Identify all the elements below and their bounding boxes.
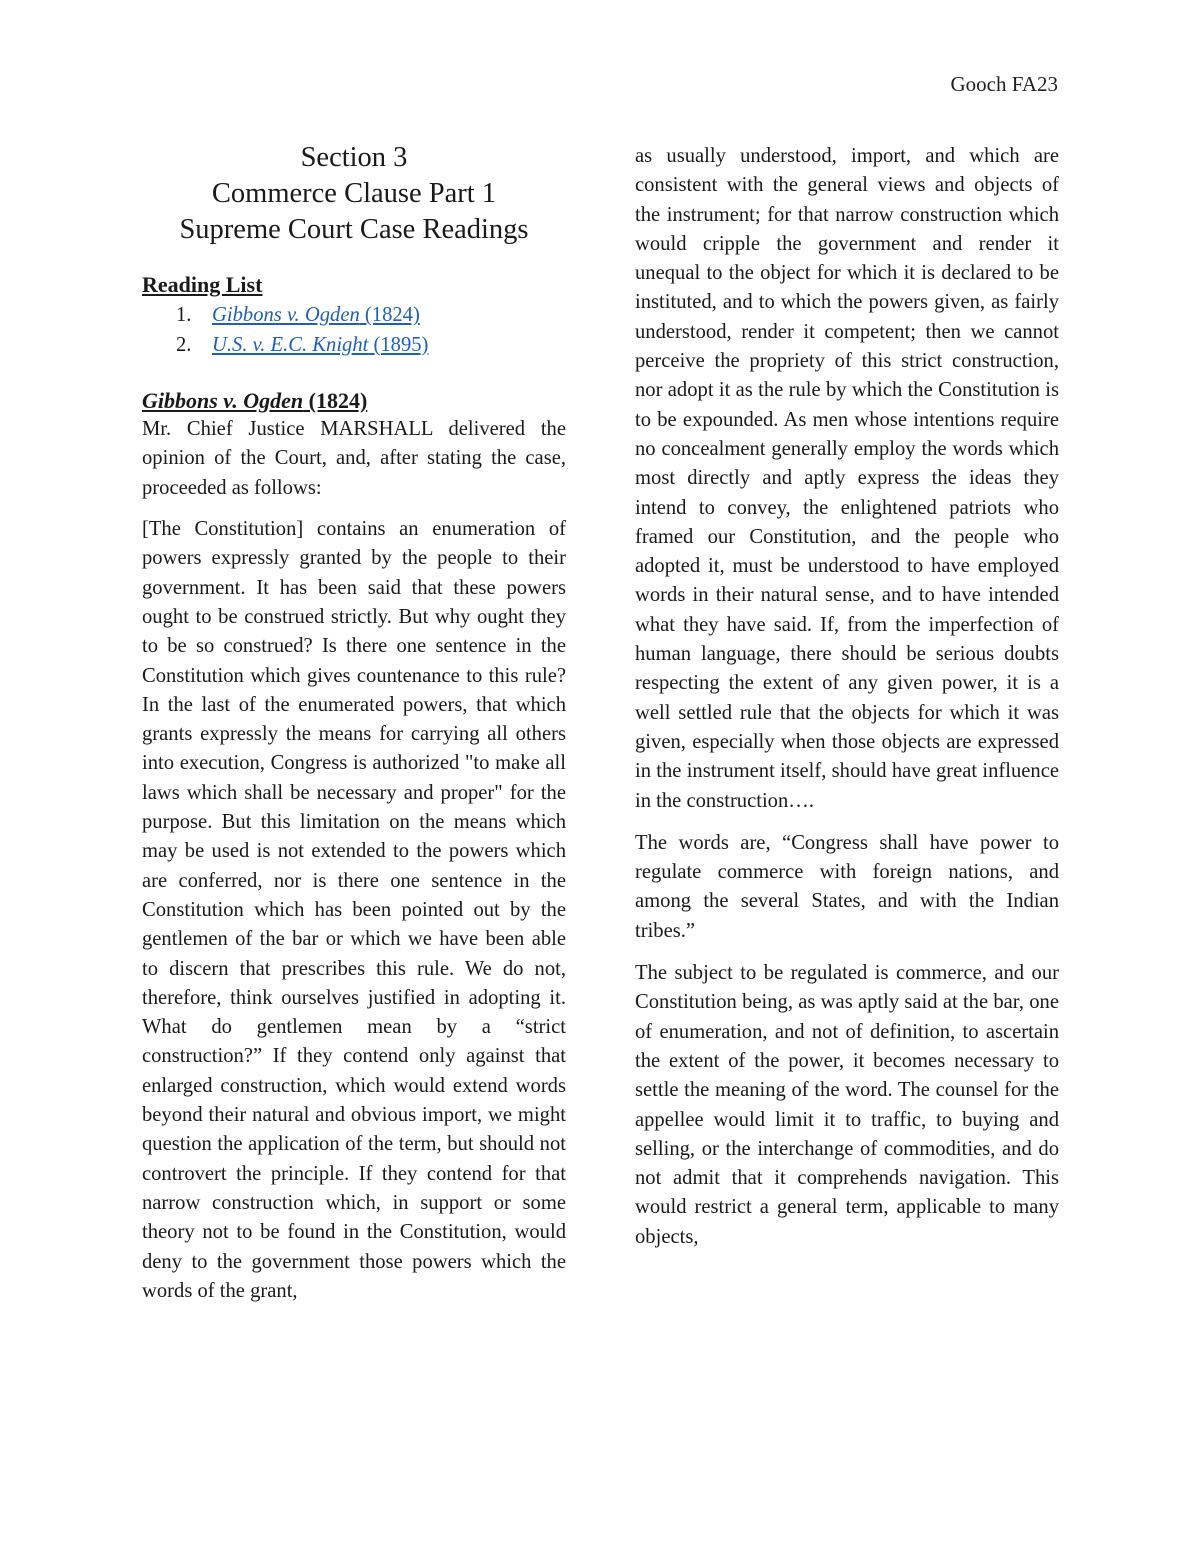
list-number: 2. [176,333,192,356]
opinion-paragraph-3: The subject to be regulated is commerce, and our Constitution being, as was aptly said at the bar, one of enumeration, and not of definition, to ascertain the extent of the power, it becomes necessary to settle the meaning of the word. The counsel for the appellee would limit it to traffic, to buying and selling, or the interchange of commodities, and do not admit that it comprehends navigation. This would restrict a general term, applicable to many objects, [635,962,1059,1248]
opinion-paragraph-2: The words are, “Congress shall have power to regulate commerce with foreign nations, and among the several States, and with the Indian tribes.” [635,831,1059,942]
case-heading-gibbons: Gibbons v. Ogden (1824) [142,387,368,413]
left-column [142,140,566,1319]
document-title [142,140,566,248]
list-item [142,301,566,330]
opinion-intro: Mr. Chief Justice MARSHALL delivered the opinion of the Court, and, after stating the case, proceeded as follows: [142,418,566,499]
reading-list [142,301,566,360]
title-line-topic: Commerce Clause Part 1 [211,178,497,209]
page-header-label: Gooch FA23 [950,72,1058,96]
title-line-subtitle: Supreme Court Case Readings [179,214,529,245]
reading-list-heading: Reading List [142,272,263,297]
list-number: 1. [176,304,192,327]
title-line-section: Section 3 [300,142,408,173]
opinion-paragraph-1: [The Constitution] contains an enumeration of powers expressly granted by the people to their government. It has been said that these powers ought to be construed strictly. But why ought they to be so construed? Is there one sentence in the Constitution which gives countenance to this rule? In the last of the enumerated powers, that which grants expressly the means for carrying all others into execution, Congress is authorized "to make all laws which shall be necessary and proper" for the purpose. But this limitation on the means which may be used is not extended to the powers which are conferred, nor is there one sentence in the Constitution which has been pointed out by the gentlemen of the bar or which we have been able to discern that prescribes this rule. We do not, therefore, think ourselves justified in adopting it. What do gentlemen mean by a “strict construction?” If they contend only against that enlarged construction, which would extend words beyond their natural and obvious import, we might question the application of the term, but should not controvert the principle. If they contend for that narrow construction which, in support or some theory not to be found in the Constitution, would deny to the government those powers which the words of the grant, [142,518,566,1302]
opinion-paragraph-1-continued: as usually understood, import, and which are consistent with the general views and objects of the instrument; for that narrow construction which would cripple the government and render it unequal to the object for which it is declared to be instituted, and to which the powers given, as fairly understood, render it competent; then we cannot perceive the propriety of this strict construction, nor adopt it as the rule by which the Constitution is to be expounded. As men whose intentions require no concealment generally employ the words which most directly and aptly express the ideas they intend to convey, the enlightened patriots who framed our Constitution, and the people who adopted it, must be understood to have employed words in their natural sense, and to have intended what they have said. If, from the imperfection of human language, there should be serious doubts respecting the extent of any given power, it is a well settled rule that the objects for which it was given, especially when those objects are expressed in the instrument itself, should have great influence in the construction…. [635,145,1059,812]
right-column [635,142,1059,1265]
link-gibbons-v-ogden[interactable]: Gibbons v. Ogden (1824) [212,304,420,327]
list-item [142,331,566,360]
link-us-v-ec-knight[interactable]: U.S. v. E.C. Knight (1895) [212,333,429,356]
